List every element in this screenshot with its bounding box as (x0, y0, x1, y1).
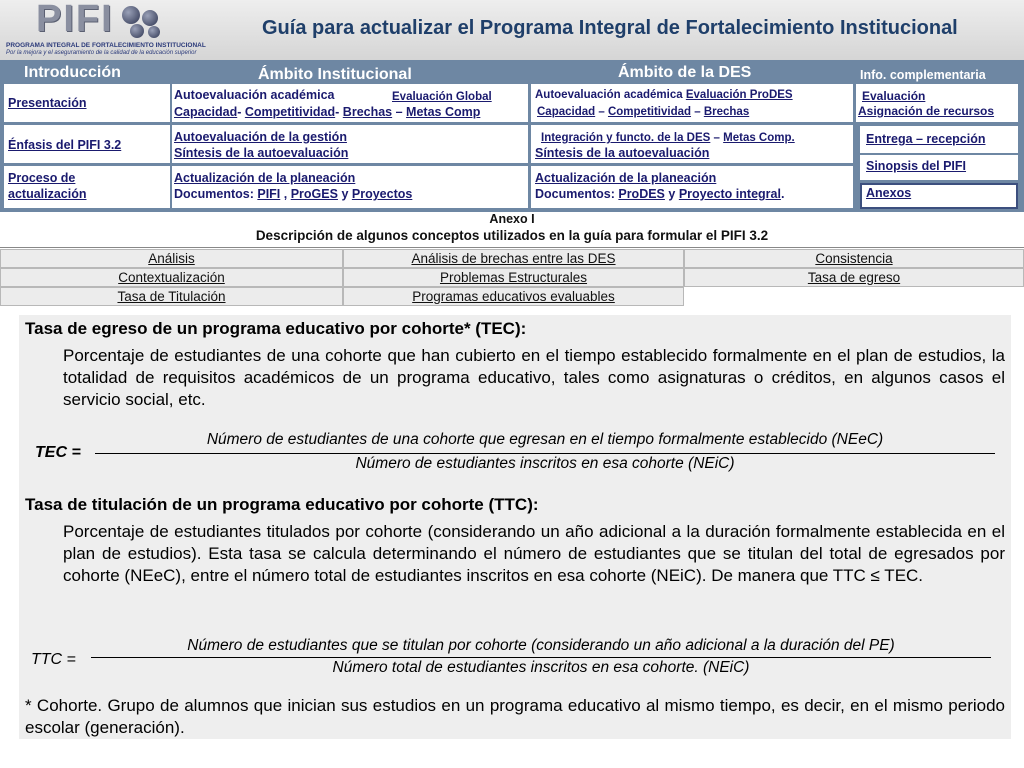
logo-subtitle: PROGRAMA INTEGRAL DE FORTALECIMIENTO INSTITUCIONAL (6, 42, 206, 49)
tec-numerator: Número de estudiantes de una cohorte que egresan en el tiempo formalmente establecido (NEeC) (206, 431, 884, 448)
anexo-link-tasa-egreso[interactable]: Tasa de egreso (684, 268, 1024, 287)
anexo-link-contextualizacion[interactable]: Contextualización (0, 268, 343, 287)
tec-label: TEC = (35, 444, 81, 461)
ttc-denominator: Número total de estudiantes inscritos en esa cohorte. (NEiC) (332, 659, 750, 676)
nav-header-ambito-des[interactable]: Ámbito de la DES (618, 64, 752, 81)
nav-cell-planeacion: Actualización de la planeación Documentos: PIFI , ProGES y Proyectos (172, 166, 528, 208)
nav-link-des-actualizacion[interactable]: Actualización de la planeación (535, 171, 717, 185)
nav-link-brechas[interactable]: Brechas (342, 105, 393, 119)
nav-link-evaluacion[interactable]: Evaluación (862, 89, 926, 103)
cohorte-footnote: * Cohorte. Grupo de alumnos que inician sus estudios en un programa educativo al mismo tiempo, es decir, en el mismo periodo escolar (generación). (25, 696, 1005, 737)
anexo-title: Anexo I (489, 212, 535, 226)
pifi-logo[interactable] (4, 0, 206, 58)
nav-link-competitividad[interactable]: Competitividad (244, 105, 336, 119)
nav-header-info-complementaria[interactable]: Info. complementaria (860, 68, 986, 82)
anexo-links-table (0, 249, 1024, 311)
nav-link-asignacion-recursos[interactable]: Asignación de recursos (858, 104, 995, 118)
anexo-link-consistencia[interactable]: Consistencia (684, 249, 1024, 268)
ttc-fraction-line (91, 657, 991, 658)
anexo-link-analisis-brechas[interactable]: Análisis de brechas entre las DES (343, 249, 684, 268)
tec-title: Tasa de egreso de un programa educativo por cohorte* (TEC): (25, 319, 527, 338)
nav-item-anexos-active[interactable]: Anexos (860, 183, 1018, 209)
nav-link-proyectos[interactable]: Proyectos (351, 187, 413, 201)
nav-link-evaluacion-global[interactable]: Evaluación Global (392, 91, 492, 103)
ttc-title: Tasa de titulación de un programa educativo por cohorte (TTC): (25, 495, 539, 514)
nav-link-autoevaluacion-gestion[interactable]: Autoevaluación de la gestión (174, 130, 347, 144)
ttc-definition: Porcentaje de estudiantes titulados por cohorte (considerando un año adicional a la duración formalmente establecida en el plan de estudios). Esta tasa se calcula determinando el número de estudiantes que se titulan del total de egresados por cohorte (NEeC), entre el número total de estudiantes inscritos en esa cohorte (NEiC). De manera que TTC ≤ TEC. (63, 522, 1005, 585)
nav-header-ambito-institucional[interactable]: Ámbito Institucional (258, 66, 412, 83)
content-panel (19, 315, 1011, 739)
nav-item-enfasis[interactable]: Énfasis del PIFI 3.2 (4, 125, 170, 163)
nav-item-proceso[interactable]: Proceso de actualización (4, 166, 170, 208)
page-title: Guía para actualizar el Programa Integral de Fortalecimiento Institucional (262, 17, 958, 39)
nav-link-sintesis-institucional[interactable]: Síntesis de la autoevaluación (174, 146, 349, 160)
nav-link-sintesis-des[interactable]: Síntesis de la autoevaluación (535, 146, 710, 160)
nav-link-proyecto-integral[interactable]: Proyecto integral (678, 187, 781, 201)
logo-word: PIFI (36, 0, 114, 40)
anexo-link-problemas-estructurales[interactable]: Problemas Estructurales (343, 268, 684, 287)
nav-cell-autoevaluacion-institucional: Autoevaluación académica Evaluación Global Capacidad- Competitividad- Brechas – Metas Comp (172, 84, 528, 122)
page-header (0, 0, 1024, 60)
nav-link-des-brechas[interactable]: Brechas (703, 106, 750, 118)
tec-denominator: Número de estudiantes inscritos en esa cohorte (NEiC) (355, 455, 735, 472)
nav-cell-autoevaluacion-des: Autoevaluación académica Evaluación ProDES Capacidad – Competitividad – Brechas (531, 84, 853, 122)
nav-link-pifi[interactable]: PIFI (257, 187, 281, 201)
nav-item-sinopsis[interactable]: Sinopsis del PIFI (860, 155, 1018, 180)
nav-cell-integracion: Integración y functo. de la DES – Metas Comp. Síntesis de la autoevaluación (531, 125, 853, 163)
logo-spheres-icon (122, 6, 166, 42)
tec-definition: Porcentaje de estudiantes de una cohorte que han cubierto en el tiempo establecido formalmente en el plan de estudios, la totalidad de requisitos académicos de un programa educativo, tales como asignaturas o créditos, en algunos casos el servicio social, etc. (63, 346, 1005, 409)
ttc-numerator: Número de estudiantes que se titulan por cohorte (considerando un año adicional a la duración del PE) (187, 637, 895, 654)
anexo-description: Descripción de algunos conceptos utilizados en la guía para formular el PIFI 3.2 (0, 228, 1024, 248)
nav-link-des-competitividad[interactable]: Competitividad (607, 106, 692, 118)
nav-cell-evaluacion (856, 84, 1018, 122)
logo-tagline: Por la mejora y el aseguramiento de la calidad de la educación superior (6, 50, 197, 56)
nav-link-des-metas[interactable]: Metas Comp. (723, 132, 795, 144)
nav-label: Autoevaluación académica (174, 88, 335, 102)
anexo-link-programas-evaluables[interactable]: Programas educativos evaluables (343, 287, 684, 306)
nav-link-actualizacion-planeacion[interactable]: Actualización de la planeación (174, 171, 356, 185)
nav-link-integracion[interactable]: Integración y functo. de la DES (541, 132, 711, 144)
nav-link-metas-comp[interactable]: Metas Comp (406, 105, 481, 119)
nav-link-prodes[interactable]: ProDES (618, 187, 665, 201)
nav-link-proges[interactable]: ProGES (290, 187, 338, 201)
nav-item-presentacion[interactable]: Presentación (4, 84, 170, 122)
nav-link-evaluacion-prodes[interactable]: Evaluación ProDES (685, 89, 793, 101)
anexo-link-analisis[interactable]: Análisis (0, 249, 343, 268)
nav-link-des-capacidad[interactable]: Capacidad (537, 106, 596, 118)
navigation-panel (0, 60, 1024, 212)
tec-fraction-line (95, 453, 995, 454)
nav-header-introduccion[interactable]: Introducción (24, 64, 121, 81)
nav-link-capacidad[interactable]: Capacidad (174, 105, 238, 119)
ttc-label: TTC = (31, 651, 76, 668)
nav-cell-planeacion-des: Actualización de la planeación Documentos: ProDES y Proyecto integral. (531, 166, 853, 208)
nav-cell-gestion (172, 125, 528, 163)
anexo-link-tasa-titulacion[interactable]: Tasa de Titulación (0, 287, 343, 306)
nav-item-entrega[interactable]: Entrega – recepción (860, 126, 1018, 153)
